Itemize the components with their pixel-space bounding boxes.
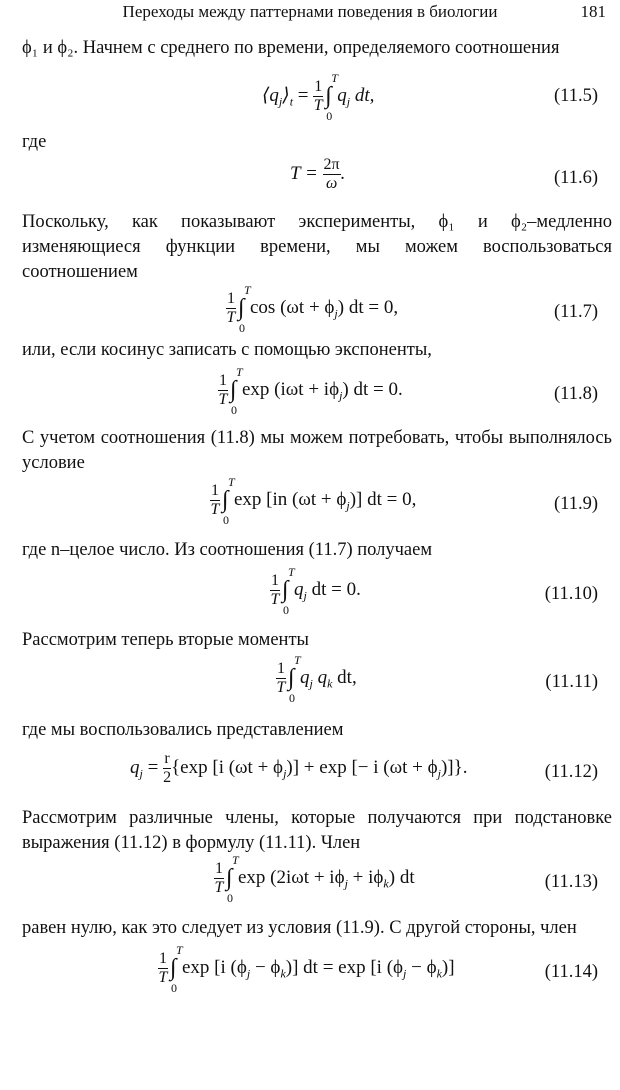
equation-11-10: $\frac{1}{T}$ ∫ T 0 $q_j$ dt = 0. (11.10) [270, 565, 598, 617]
equation-11-5: $⟨q_j⟩_t$ = $\frac{1}{T}$ ∫ T 0 $q_j$ dt, (11.5) [262, 71, 598, 123]
integral-sign: ∫ T 0 [222, 475, 235, 527]
equation-11-7: $\frac{1}{T}$ ∫ T 0 $\cos (\omega t + \phi_j)$ dt = 0, (11.7) [226, 283, 598, 335]
equation-11-11: $\frac{1}{T}$ ∫ T 0 $q_j$ $q_k$ dt, (11.11) [276, 653, 598, 705]
equation-11-12: $q_j$ = $\frac{r}{2}$ {exp [i $(\omega t + \phi_j)] + \exp$ [− i $(\omega t + \phi_j)$]}. (11.12) [130, 750, 598, 786]
equation-11-13: $\frac{1}{T}$ ∫ T 0 $\exp (2i\omega t + i\phi_j + i\phi_k)$ dt (11.13) [214, 853, 598, 905]
page-number: 181 [580, 2, 606, 21]
paragraph-8: где мы воспользовались представлением [22, 720, 344, 740]
equation-number: (11.7) [553, 302, 598, 322]
running-header [0, 2, 620, 26]
paragraph-4: или, если косинус записать с помощью экспоненты, [22, 340, 432, 360]
integral-sign: ∫ T 0 [325, 71, 338, 123]
paragraph-10: равен нулю, как это следует из условия (11.9). С другой стороны, член [22, 918, 577, 938]
integral-sign: ∫ T 0 [230, 365, 243, 417]
integral-sign: ∫ T 0 [288, 653, 301, 705]
equation-number: (11.12) [544, 762, 598, 782]
equation-number: (11.10) [544, 584, 598, 604]
integral-sign: ∫ T 0 [170, 943, 183, 995]
paragraph-5: С учетом соотношения (11.8) мы можем потребовать, чтобы выполнялось условие [22, 428, 612, 473]
integral-sign: ∫ T 0 [226, 853, 239, 905]
equation-11-8: $\frac{1}{T}$ ∫ T 0 $\exp (i\omega t + i\phi_j)$ dt = 0. (11.8) [218, 365, 598, 417]
paragraph-2: где [22, 132, 47, 152]
paragraph-7: Рассмотрим теперь вторые моменты [22, 630, 309, 650]
equation-number: (11.11) [545, 672, 598, 692]
equation-number: (11.13) [544, 872, 598, 892]
paragraph-3: Поскольку, как показывают эксперименты, ϕ₁ и ϕ₂–медленно изменяющиеся функции времени, мы можем воспользоваться соотношением [22, 212, 612, 282]
running-title: Переходы между паттернами поведения в биологии [122, 2, 498, 21]
paragraph-1: ϕ₁ и ϕ₂. Начнем с среднего по времени, определяемого соотношения [22, 38, 560, 58]
integral-sign: ∫ T 0 [238, 283, 251, 335]
equation-number: (11.14) [544, 962, 598, 982]
paragraph-9: Рассмотрим различные члены, которые получаются при подстановке выражения (11.12) в формулу (11.11). Член [22, 808, 612, 853]
paragraph-6: где n–целое число. Из соотношения (11.7) получаем [22, 540, 433, 560]
equation-number: (11.5) [553, 86, 598, 106]
equation-number: (11.6) [553, 168, 598, 188]
equation-11-6: T = $\frac{2\pi}{\omega}$ . (11.6) [290, 156, 598, 192]
equation-number: (11.8) [553, 384, 598, 404]
integral-sign: ∫ T 0 [282, 565, 295, 617]
equation-11-9: $\frac{1}{T}$ ∫ T 0 exp [in $(\omega t + \phi_j)$] dt = 0, (11.9) [210, 475, 598, 527]
equation-11-14: $\frac{1}{T}$ ∫ T 0 exp [i $(\phi_j - \phi_k)$] dt = exp [i $(\phi_j - \phi_k)$] (11.14) [158, 943, 598, 995]
equation-number: (11.9) [553, 494, 598, 514]
